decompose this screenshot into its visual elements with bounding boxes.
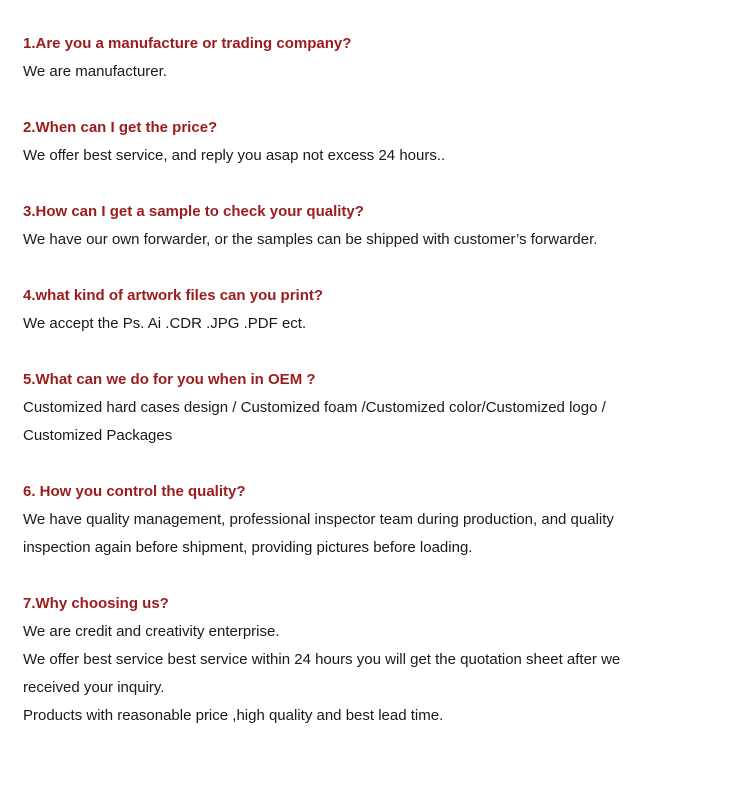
faq-item-1 [23,30,723,86]
faq-answer-line: Customized hard cases design / Customized foam /Customized color/Customized logo / [23,399,606,416]
faq-item-4 [23,282,723,338]
faq-question: 2.When can I get the price? [23,119,218,136]
faq-item-3 [23,198,723,254]
faq-answer-line: We have quality management, professional inspector team during production, and quality [23,511,614,528]
faq-answer-line: Customized Packages [23,427,173,444]
faq-answer-line: received your inquiry. [23,679,165,696]
faq-item-6 [23,478,723,562]
faq-question: 4.what kind of artwork files can you print? [23,287,324,304]
faq-question: 3.How can I get a sample to check your quality? [23,203,364,220]
faq-item-7 [23,590,723,730]
faq-section [23,30,723,758]
faq-answer-line: We are credit and creativity enterprise. [23,623,280,640]
faq-item-2 [23,114,723,170]
faq-item-5 [23,366,723,450]
faq-answer-line: inspection again before shipment, providing pictures before loading. [23,539,473,556]
faq-question: 6. How you control the quality? [23,483,246,500]
faq-answer-line: We have our own forwarder, or the samples can be shipped with customer’s forwarder. [23,231,598,248]
faq-question: 1.Are you a manufacture or trading company? [23,35,352,52]
faq-answer-line: We are manufacturer. [23,63,167,80]
faq-answer-line: We accept the Ps. Ai .CDR .JPG .PDF ect. [23,315,307,332]
faq-question: 5.What can we do for you when in OEM ? [23,371,316,388]
faq-answer-line: Products with reasonable price ,high quality and best lead time. [23,707,444,724]
faq-answer-line: We offer best service best service within 24 hours you will get the quotation sheet after we [23,651,621,668]
faq-answer-line: We offer best service, and reply you asap not excess 24 hours.. [23,147,446,164]
faq-question: 7.Why choosing us? [23,595,169,612]
